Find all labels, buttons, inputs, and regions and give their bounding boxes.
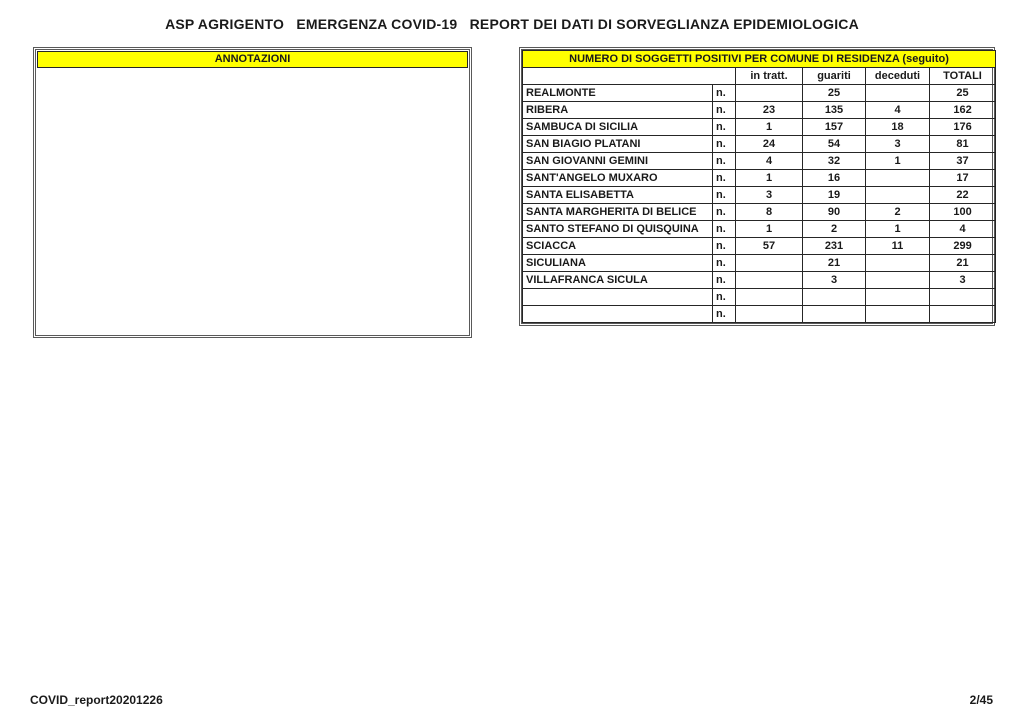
in-tratt-cell: 24 bbox=[736, 136, 803, 153]
in-tratt-cell: 8 bbox=[736, 204, 803, 221]
table-row bbox=[523, 289, 996, 306]
guariti-cell: 231 bbox=[803, 238, 866, 255]
deceduti-cell: 4 bbox=[866, 102, 930, 119]
table-row bbox=[523, 238, 996, 255]
totali-cell: 22 bbox=[930, 187, 996, 204]
in-tratt-cell bbox=[736, 289, 803, 306]
unit-cell: n. bbox=[713, 204, 736, 221]
in-tratt-cell: 4 bbox=[736, 153, 803, 170]
footer-report-name: COVID_report20201226 bbox=[30, 693, 163, 707]
totali-cell: 17 bbox=[930, 170, 996, 187]
unit-cell: n. bbox=[713, 153, 736, 170]
unit-cell: n. bbox=[713, 119, 736, 136]
guariti-cell: 25 bbox=[803, 85, 866, 102]
guariti-cell: 21 bbox=[803, 255, 866, 272]
guariti-cell: 135 bbox=[803, 102, 866, 119]
deceduti-cell: 1 bbox=[866, 153, 930, 170]
in-tratt-cell bbox=[736, 255, 803, 272]
comune-cell: SANTA ELISABETTA bbox=[523, 187, 713, 204]
guariti-cell: 157 bbox=[803, 119, 866, 136]
in-tratt-cell: 57 bbox=[736, 238, 803, 255]
deceduti-cell: 2 bbox=[866, 204, 930, 221]
table-row bbox=[523, 255, 996, 272]
unit-cell: n. bbox=[713, 136, 736, 153]
comune-cell bbox=[523, 289, 713, 306]
unit-cell: n. bbox=[713, 221, 736, 238]
table-row bbox=[523, 187, 996, 204]
totali-cell: 3 bbox=[930, 272, 996, 289]
comune-cell: SCIACCA bbox=[523, 238, 713, 255]
deceduti-cell: 11 bbox=[866, 238, 930, 255]
deceduti-cell bbox=[866, 255, 930, 272]
table-row bbox=[523, 204, 996, 221]
column-header-deceduti: deceduti bbox=[866, 68, 930, 85]
unit-cell: n. bbox=[713, 102, 736, 119]
totali-cell: 37 bbox=[930, 153, 996, 170]
comune-cell: RIBERA bbox=[523, 102, 713, 119]
totali-cell: 4 bbox=[930, 221, 996, 238]
in-tratt-cell: 1 bbox=[736, 170, 803, 187]
in-tratt-cell bbox=[736, 272, 803, 289]
unit-cell: n. bbox=[713, 238, 736, 255]
guariti-cell: 19 bbox=[803, 187, 866, 204]
guariti-cell: 54 bbox=[803, 136, 866, 153]
table-row bbox=[523, 306, 996, 323]
annotations-header: ANNOTAZIONI bbox=[37, 51, 468, 68]
guariti-cell: 2 bbox=[803, 221, 866, 238]
totali-cell: 81 bbox=[930, 136, 996, 153]
totali-cell bbox=[930, 289, 996, 306]
table-title-row bbox=[523, 51, 996, 68]
positives-table bbox=[522, 50, 996, 323]
comune-column-header bbox=[523, 68, 736, 85]
unit-cell: n. bbox=[713, 85, 736, 102]
guariti-cell bbox=[803, 289, 866, 306]
in-tratt-cell bbox=[736, 306, 803, 323]
comune-cell: SANT'ANGELO MUXARO bbox=[523, 170, 713, 187]
guariti-cell: 32 bbox=[803, 153, 866, 170]
deceduti-cell bbox=[866, 272, 930, 289]
column-header-totali: TOTALI bbox=[930, 68, 996, 85]
guariti-cell: 16 bbox=[803, 170, 866, 187]
comune-cell: SICULIANA bbox=[523, 255, 713, 272]
totali-cell: 299 bbox=[930, 238, 996, 255]
positives-table-container bbox=[519, 47, 995, 326]
comune-cell: SAMBUCA DI SICILIA bbox=[523, 119, 713, 136]
table-row bbox=[523, 153, 996, 170]
positives-table-title: NUMERO DI SOGGETTI POSITIVI PER COMUNE DI RESIDENZA (seguito) bbox=[523, 51, 996, 68]
deceduti-cell bbox=[866, 85, 930, 102]
table-row bbox=[523, 102, 996, 119]
table-row bbox=[523, 119, 996, 136]
column-header-row bbox=[523, 68, 996, 85]
comune-cell: REALMONTE bbox=[523, 85, 713, 102]
comune-cell bbox=[523, 306, 713, 323]
unit-cell: n. bbox=[713, 255, 736, 272]
footer-page-number: 2/45 bbox=[969, 693, 993, 707]
deceduti-cell bbox=[866, 170, 930, 187]
totali-cell bbox=[930, 306, 996, 323]
deceduti-cell bbox=[866, 187, 930, 204]
page-title: ASP AGRIGENTO EMERGENZA COVID-19 REPORT DEI DATI DI SORVEGLIANZA EPIDEMIOLOGICA bbox=[165, 16, 859, 32]
deceduti-cell bbox=[866, 289, 930, 306]
in-tratt-cell: 1 bbox=[736, 221, 803, 238]
guariti-cell: 3 bbox=[803, 272, 866, 289]
totali-cell: 162 bbox=[930, 102, 996, 119]
annotations-panel bbox=[33, 47, 472, 338]
totali-cell: 100 bbox=[930, 204, 996, 221]
comune-cell: SANTA MARGHERITA DI BELICE bbox=[523, 204, 713, 221]
totali-cell: 176 bbox=[930, 119, 996, 136]
in-tratt-cell: 3 bbox=[736, 187, 803, 204]
deceduti-cell: 1 bbox=[866, 221, 930, 238]
comune-cell: SAN GIOVANNI GEMINI bbox=[523, 153, 713, 170]
table-row bbox=[523, 170, 996, 187]
column-header-guariti: guariti bbox=[803, 68, 866, 85]
comune-cell: SANTO STEFANO DI QUISQUINA bbox=[523, 221, 713, 238]
table-row bbox=[523, 221, 996, 238]
unit-cell: n. bbox=[713, 187, 736, 204]
deceduti-cell: 3 bbox=[866, 136, 930, 153]
totali-cell: 21 bbox=[930, 255, 996, 272]
totali-cell: 25 bbox=[930, 85, 996, 102]
unit-cell: n. bbox=[713, 289, 736, 306]
in-tratt-cell: 1 bbox=[736, 119, 803, 136]
guariti-cell: 90 bbox=[803, 204, 866, 221]
deceduti-cell bbox=[866, 306, 930, 323]
table-row bbox=[523, 85, 996, 102]
unit-cell: n. bbox=[713, 306, 736, 323]
table-row bbox=[523, 136, 996, 153]
annotations-body bbox=[37, 69, 468, 332]
guariti-cell bbox=[803, 306, 866, 323]
table-row bbox=[523, 272, 996, 289]
column-header-in-tratt: in tratt. bbox=[736, 68, 803, 85]
comune-cell: VILLAFRANCA SICULA bbox=[523, 272, 713, 289]
comune-cell: SAN BIAGIO PLATANI bbox=[523, 136, 713, 153]
unit-cell: n. bbox=[713, 272, 736, 289]
unit-cell: n. bbox=[713, 170, 736, 187]
in-tratt-cell bbox=[736, 85, 803, 102]
deceduti-cell: 18 bbox=[866, 119, 930, 136]
in-tratt-cell: 23 bbox=[736, 102, 803, 119]
